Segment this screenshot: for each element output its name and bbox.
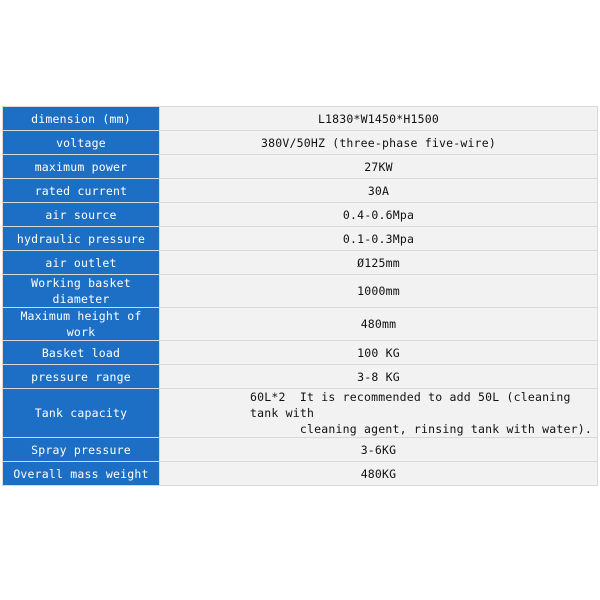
table-row-rated-current — [3, 179, 598, 203]
table-row-overall-weight — [3, 462, 598, 486]
row-value-spray-pressure: 3-6KG — [160, 438, 598, 462]
row-label-maximum-power: maximum power — [3, 155, 160, 179]
row-value-hydraulic-pressure: 0.1-0.3Mpa — [160, 227, 598, 251]
row-value-tank-capacity: 60L*2 It is recommended to add 50L (cleaning tank with cleaning agent, rinsing tank with water). — [160, 389, 598, 438]
table-row-air-source — [3, 203, 598, 227]
row-label-basket-diameter: Working basket diameter — [3, 275, 160, 308]
row-value-basket-diameter: 1000mm — [160, 275, 598, 308]
row-label-dimension: dimension (mm) — [3, 107, 160, 131]
row-value-air-source: 0.4-0.6Mpa — [160, 203, 598, 227]
row-label-basket-load: Basket load — [3, 341, 160, 365]
row-value-maximum-power: 27KW — [160, 155, 598, 179]
table-row-dimension — [3, 107, 598, 131]
table-row-air-outlet — [3, 251, 598, 275]
row-label-max-work-height: Maximum height of work — [3, 308, 160, 341]
table-row-maximum-power — [3, 155, 598, 179]
row-label-air-source: air source — [3, 203, 160, 227]
row-label-voltage: voltage — [3, 131, 160, 155]
row-value-max-work-height: 480mm — [160, 308, 598, 341]
row-value-rated-current: 30A — [160, 179, 598, 203]
row-value-voltage: 380V/50HZ (three-phase five-wire) — [160, 131, 598, 155]
table-row-hydraulic-pressure — [3, 227, 598, 251]
row-value-basket-load: 100 KG — [160, 341, 598, 365]
table-row-spray-pressure — [3, 438, 598, 462]
row-value-air-outlet: Ø125mm — [160, 251, 598, 275]
table-row-max-work-height — [3, 308, 598, 341]
row-value-dimension: L1830*W1450*H1500 — [160, 107, 598, 131]
row-label-overall-weight: Overall mass weight — [3, 462, 160, 486]
table-row-pressure-range — [3, 365, 598, 389]
table-row-voltage — [3, 131, 598, 155]
row-label-spray-pressure: Spray pressure — [3, 438, 160, 462]
table-row-basket-diameter — [3, 275, 598, 308]
row-value-overall-weight: 480KG — [160, 462, 598, 486]
table-row-tank-capacity — [3, 389, 598, 438]
table-row-basket-load — [3, 341, 598, 365]
spec-table — [2, 106, 598, 486]
row-label-air-outlet: air outlet — [3, 251, 160, 275]
row-value-pressure-range: 3-8 KG — [160, 365, 598, 389]
row-label-pressure-range: pressure range — [3, 365, 160, 389]
row-label-hydraulic-pressure: hydraulic pressure — [3, 227, 160, 251]
row-label-tank-capacity: Tank capacity — [3, 389, 160, 438]
row-label-rated-current: rated current — [3, 179, 160, 203]
